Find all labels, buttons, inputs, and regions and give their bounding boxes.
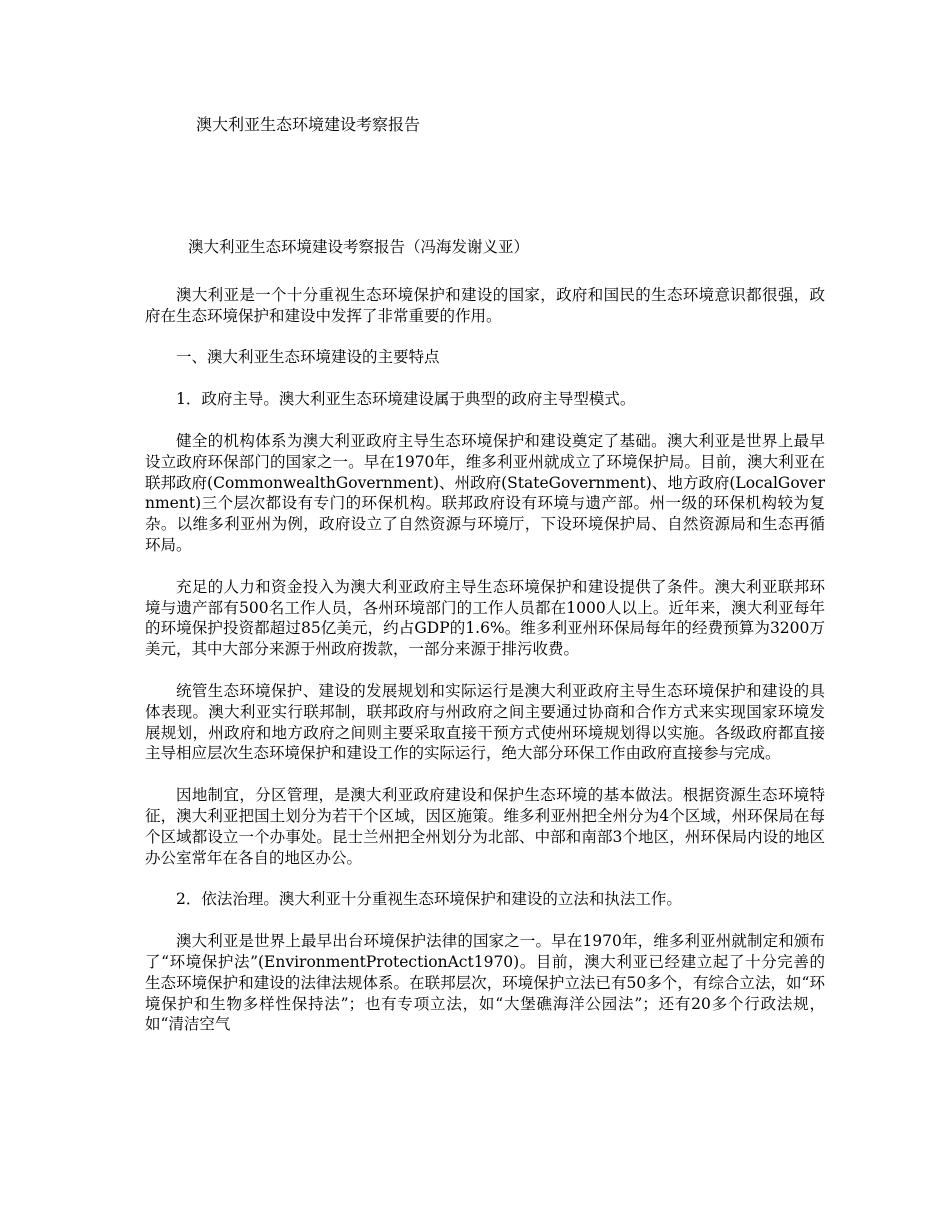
document-title: 澳大利亚生态环境建设考察报告 [196, 115, 421, 134]
body-paragraph: 充足的人力和资金投入为澳大利亚政府主导生态环境保护和建设提供了条件。澳大利亚联邦环境与遗产部有500名工作人员，各州环境部门的工作人员都在1000人以上。近年来，澳大利亚每年的环境保护投资都超过85亿美元，约占GDP的1.6%。维多利亚州环保局每年的经费预算为3200万美元，其中大部分来源于州政府拨款，一部分来源于排污收费。 [145, 577, 825, 659]
intro-paragraph: 澳大利亚是一个十分重视生态环境保护和建设的国家，政府和国民的生态环境意识都很强，政府在生态环境保护和建设中发挥了非常重要的作用。 [145, 285, 825, 325]
section-heading-1: 一、澳大利亚生态环境建设的主要特点 [176, 348, 440, 367]
body-paragraph: 澳大利亚是世界上最早出台环境保护法律的国家之一。早在1970年，维多利亚州就制定和颁布了“环境保护法”(EnvironmentProtectionAct1970)。目前，澳大利亚已经建立起了十分完善的生态环境保护和建设的法律法规体系。在联邦层次，环境保护立法已有50多个，有综合立法，如“环境保护和生物多样性保持法”；也有专项立法，如“大堡礁海洋公园法”；还有20多个行政法规，如“清洁空气 [145, 932, 825, 1034]
body-paragraph: 因地制宜，分区管理，是澳大利亚政府建设和保护生态环境的基本做法。根据资源生态环境特征，澳大利亚把国土划分为若干个区域，因区施策。维多利亚州把全州分为4个区域，州环保局在每个区域都设立一个办事处。昆士兰州把全州划分为北部、中部和南部3个地区，州环保局内设的地区办公室常年在各自的地区办公。 [145, 786, 825, 867]
body-paragraph: 统管生态环境保护、建设的发展规划和实际运行是澳大利亚政府主导生态环境保护和建设的具体表现。澳大利亚实行联邦制，联邦政府与州政府之间主要通过协商和合作方式来实现国家环境发展规划，州政府和地方政府之间则主要采取直接干预方式使州环境规划得以实施。各级政府都直接主导相应层次生态环境保护和建设工作的实际运行，绝大部分环保工作由政府直接参与完成。 [145, 681, 825, 763]
body-paragraph: 健全的机构体系为澳大利亚政府主导生态环境保护和建设奠定了基础。澳大利亚是世界上最早设立政府环保部门的国家之一。早在1970年，维多利亚州就成立了环境保护局。目前，澳大利亚在联邦政府(CommonwealthGovernment)、州政府(StateGovernment)、地方政府(LocalGovernment)三个层次都设有专门的环保机构。联邦政府设有环境与遗产部。州一级的环保机构较为复杂。以维多利亚州为例，政府设立了自然资源与环境厅，下设环境保护局、自然资源局和生态再循环局。 [145, 431, 825, 554]
subsection-heading-2: 2．依法治理。澳大利亚十分重视生态环境保护和建设的立法和执法工作。 [176, 890, 682, 909]
subsection-heading-1: 1．政府主导。澳大利亚生态环境建设属于典型的政府主导型模式。 [176, 390, 636, 409]
document-body [145, 237, 825, 1056]
report-subtitle: 澳大利亚生态环境建设考察报告（冯海发谢义亚） [188, 238, 530, 256]
